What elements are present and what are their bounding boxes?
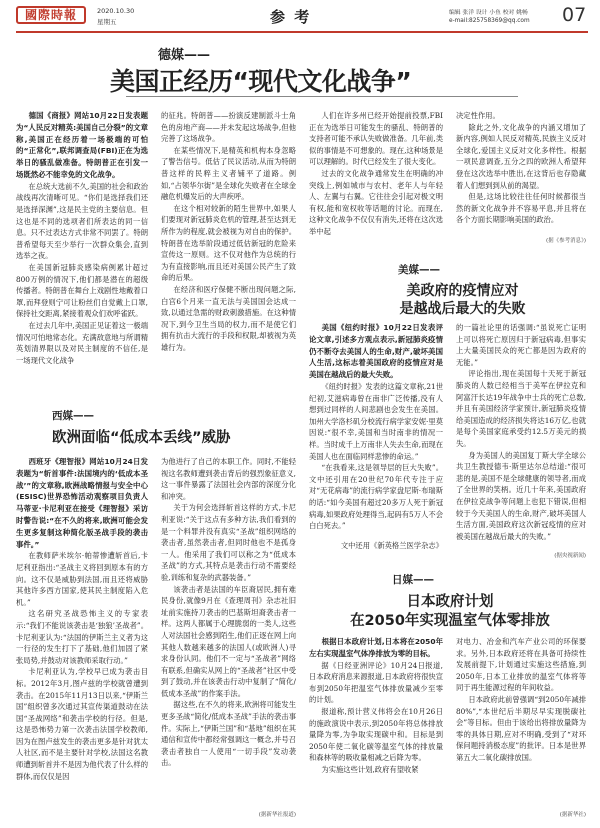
paragraph: 评论指出,现在美国每十天死于新冠肺炎的人数已经相当于美军在伊拉克和阿富汗长达19年战争中士兵的死亡总数,并且有美国经济学家预计,新冠肺炎疫情给美国造成的经济损失将达16万亿,也就是每个美国家庭承受约12.5万美元的损失。 <box>456 369 586 448</box>
paragraph: 在这个相对较新的陌生世界中,如果人们要现对新冠肺炎危机的管理,甚至达到无所作为的程度,就会被视为对自由的保护。特朗普在选举阶段通过低估新冠的危险来宣传这一原则。这不仅对他作为总统的行为有直接影响,而且还对美国公民产生了致命的后果。 <box>161 203 296 283</box>
article4-kicker: 日媒—— <box>392 574 434 586</box>
paragraph: “在我看来,这是领导层的巨大失败”。文中还引用在20世纪70年代专注于应对“无花病毒”的流行病学家盘尼斯·布瑞斯的话:“如今美国有超过20多万人死于新冠病毒,如果政府处理得当,起码有5万人不会白白死去。” <box>309 463 443 531</box>
paragraph: 的一篇社论里的话强调:“虽说死亡证明上可以将死亡原因归于新冠病毒,但事实上大量美国民众的死亡都是因为政府的无能。” <box>456 323 586 367</box>
issue-date: 2020.10.30 <box>97 7 135 15</box>
article2-column-1 <box>16 456 148 820</box>
article4-lead: 根据日本政府计划,日本将在2050年左右实现温室气体净排放为零的目标。 <box>309 637 443 658</box>
paragraph: 为他进行了自己的本职工作。同时,不能轻视这名教师遭到袭击背后的强烈象征意义,这一事件暴露了法国社会内部的深度分化和冲突。 <box>161 457 296 501</box>
article1-source: (据《参考消息》) <box>545 238 586 244</box>
paragraph: 日本政府此前曾强调“到2050年减排80%”,“本世纪后半期尽早实现脱碳社会”等目标。但由于该给出将排放量降为零的具体日期,应对不明确,受到了“对环保问题持消极态度”的批评。日本是世界第五大二氧化碳排放国。 <box>456 694 586 762</box>
article4-column-1 <box>309 636 443 820</box>
newspaper-logo: 國際時報 <box>16 6 86 24</box>
article1-lead: 德国《商报》网站10月22日发表题为“人民反对精英:美国自己分裂”的文章称,美国正在经历着一场极端的可怕的“正常化”,联邦调查局(FBI)正在为选举日的骚乱做准备。特朗普正在引发一场既然必不能幸免的文化战争。 <box>16 111 148 179</box>
paragraph: 身为美国人的美国复丁斯大学全球公共卫生教授德韦·斯里达尔总结道:“很可悲的是,美国不是全球健康的领导者,而成了全世界的笑柄。近几十年来,美国政府在伊拉克战争等问题上也犯下错误,但相较于今天美国人的生命,财产,破坏美国人生活方面,美国政府这次新冠疫情的应对被美国在越战后最大的失败。” <box>456 450 586 541</box>
paragraph: 但是,这场比较往往任何时候都很当然的新文化战争并不容易平息,并且将在各个方面长期影响美国的政治。 <box>456 192 586 225</box>
article2-lead: 西班牙《理智报》网站10月24日发表题为“斩首事件:法国境内的‘低成本圣战’”的文章称,欧洲战略情报与安全中心(ESISC)世界恐怖活动观察项目负责人马蒂亚·卡尼利亚在接受《理智报》采访时警告说:“在不久的将来,欧洲可能会发生更多复制这种简化版圣战手段的袭击事件。” <box>16 457 148 549</box>
article3-byline: 文中还用《新英格兰医学杂志》 <box>340 541 443 550</box>
article1-column-1 <box>16 110 148 400</box>
paragraph: 对电力、冶金和汽车产业公司的环保要求。另外,日本政府还将在具备可持续性发展前提下,计划通过实施这些措施,到2050年,日本工业排放的温室气体将等同于再生能源过程的年间收益。 <box>456 637 586 693</box>
article3-headline-line1: 美政府的疫情应对 <box>406 283 519 299</box>
article4-column-2 <box>456 636 586 808</box>
article3-lead: 美国《纽约时报》10月22日发表评论文章,引述多方观点表示,新冠肺炎疫情仍不断夺去美国人的生命,财产,破坏美国人生活,这标志着美国政府的疫情应对是美国在越战后的最大失败。 <box>309 323 443 380</box>
header-rule <box>16 31 588 33</box>
paragraph: 在美国新冠肺炎感染病例累计超过800万例的情况下,他们都是潜在的超级传播者。特朗普在舞台上戏剧性地戴着口罩,而拜登则宁可让粉丝们自觉戴上口罩,保持社交距离,紧接着观众们欢呼雀跃。 <box>16 262 148 319</box>
article1-column-4 <box>456 110 586 250</box>
article2-kicker: 西媒—— <box>52 410 94 422</box>
article3-headline-line2: 是越战后最大的失败 <box>399 301 526 317</box>
paragraph: 据这些,在不久的将来,欧洲将可能发生更多圣战“简化/低成本圣战”手法的袭击事件。实际上,“伊斯兰国”和“基地”组织在其通信和宣传中都经常强调这一概念,并号召袭击者独自一人使用“一切手段”发动袭击。 <box>161 700 296 768</box>
paragraph: 在过去几年中,美国正见证着这一极端情况可怕地常态化。充满敌意地与所谓精英划清界限以及对民主制度的不信任,是一场现代文化战争 <box>16 320 148 365</box>
article3-source: (据央视新闻) <box>554 553 586 559</box>
paragraph: 决定性作用。 <box>456 111 500 120</box>
paragraph: 这名研究圣战恐怖主义的专家表示:“我们不能说该袭击是‘独狼’圣战者”。卡尼利亚认为:“法国的伊斯兰主义者为这一行径的发生打下了基础,他们加固了紧张局势,并鼓动对该教师采取行动。” <box>16 609 148 665</box>
article2-headline: 欧洲面临“低成本丢线”威胁 <box>52 430 231 446</box>
masthead <box>0 0 600 38</box>
issue-weekday: 星期五 <box>97 18 117 26</box>
article4-source: (据新华社) <box>559 812 586 818</box>
paragraph: 报道称,预计营义伟将会在10月26日的施政演说中表示,到2050年将总体排放量降为零,为争取实现碳中和。目标是到2050年使二氧化碳等温室气体的排放量和森林等的吸收量相减之后降为零。 <box>309 706 443 763</box>
paragraph: 过去的文化战争通常发生在明确的冲突线上,例如城市与农村、老年人与年轻人、左翼与右翼。它往往会引起对极文明有权,能和宽权收等话题的讨论。而现在,这种文化战争不仅仅有消失,还将在这次选举中起 <box>309 168 443 236</box>
paragraph: 《纽约时报》发表的这篇文章称,21世纪初,艾滋病毒曾在南非广泛传播,没有人想到过同样的人间悲剧也会发生在美国。加州大学洛杉矶分校流行病学家安妮·里莫因说:“很不幸,美国和当时南非的情况一样。当时成千上万南非人失去生命,而现在美国人也在面临同样悲惨的命运。” <box>309 381 443 461</box>
article1-kicker: 德媒—— <box>158 48 211 63</box>
contact-email: e-mail:825758369@qq.com <box>449 18 530 24</box>
page-number: 07 <box>562 4 587 26</box>
article2-source: (据新华社报道) <box>258 812 296 818</box>
paragraph: 人们在许多州已经开始提前投票,FBI正在为选举日可能发生的骚乱、特朗普的支持者可能不承认失败做准备。几年前,类似的事情是不可想象的。现在,这种场景是可以理解的。时代已经发生了很大变化。 <box>309 111 443 167</box>
paragraph: 该袭击者是法国的车臣裔居民,拥有难民身份,就像9月在《查理周刊》杂志社旧址前实施持刀袭击的巴基斯坦裔袭击者一样。这两人都属于心理脆弱的一类人,这些人对法国社会感到陌生,他们正逐在网上向其他人数越来越多的法国人(或欧洲人)寻求身份认同。他们不一定与“圣战者”网络有联系,但确实从网上的“圣战者”社区中受到了鼓动,并在该袭击行动中复制了“简化/低成本圣战”的作案手法。 <box>161 584 296 698</box>
article1-headline: 美国正经历“现代文化战争” <box>110 67 412 96</box>
paragraph: 在某些情况下,是精英和机构本身忽略了警告信号。低估了民议活动,从而为特朗普这样的民粹主义者铺平了道路。例如,“占领华尔街”是全球化失败者在全球金融危机爆发后的大声疾呼。 <box>161 145 296 202</box>
article2-column-2 <box>161 456 296 808</box>
paragraph: 在教师萨米埃尔·帕蒂惨遭斩首后,卡尼利亚指出:“圣战主义将回到原本有的方向。这不仅是威胁到法国,而且还将威胁其他许多西方国家,使其民主制度陷入危机。” <box>16 551 148 607</box>
paragraph: 在经济和医疗保健不断出现问题之际,白宫6个月来一直无法与美国国会达成一致,以通过急需的财政刺激措施。在这种情况下,到今卫生当局的权力,而不是使它们拥有抗击大流行的手段和权限,却被视为英雄行为。 <box>161 284 296 352</box>
paragraph: 的征兆。特朗普——扮演反建制派斗士角色的房地产商——并未发起这场战争,但他完善了这场战争。 <box>161 111 296 144</box>
paragraph: 据《日经亚洲评论》10月24日报道,日本政府消息来源报道,日本政府将很快宣布到2050年把温室气体排放量减少至零的计划。 <box>309 660 443 705</box>
article1-column-2 <box>161 110 296 400</box>
article3-kicker: 美媒—— <box>398 264 440 276</box>
article3-column-2 <box>456 322 586 550</box>
article4-headline-line2: 在2050年实现温室气体零排放 <box>350 613 550 629</box>
paragraph: 除此之外,文化战争的内涵又增加了新内容,例如人民反对精英,民族主义反对全球化,爱国主义反对文化多样性。根据一项民意调查,五分之四的欧洲人希望拜登在这次选举中胜出,在这背后也存隐藏着人们想到到从前的渴望。 <box>456 122 586 190</box>
editor-credits: 编辑 张洋 设计 小鱼 校对 姚畅 <box>449 10 528 16</box>
article3-column-1 <box>309 322 443 540</box>
paragraph: 在总统大选前不久,美国的社会和政治战线再次清晰可见。“你们是选择我们还是选择深渊”,这是民主党的主要信息。但这也是不同的选项者们所表达的同一信息。只不过表达方式非常不同罢了。特朗普希望每天至少举行一次群众集会,直到选举之夜。 <box>16 181 148 261</box>
section-title: 参 考 <box>270 8 312 26</box>
paragraph: 为实施这些计划,政府有望收紧 <box>321 764 419 774</box>
article1-underline <box>126 96 518 97</box>
paragraph: 卡尼利亚认为,学校早已成为袭击目标。2012年3月,图卢兹的学校就曾遭到袭击。在2015年11月13日以来,“伊斯兰国”组织曾多次通过其宣传渠道鼓动在法国“圣战网络”和袭击学校的行径。但是,这是恐怖势力第一次袭击法国学校教师,因为在图卢兹发生的袭击更多是针对犹太人社区,而不是主要针对学校,法国这名教师遭到斩首并不是因为他代表了什么样的群体,而仅仅是因 <box>16 667 148 781</box>
paragraph: 关于为何会选择斩首这样的方式,卡尼利亚说:“关于这点有多种方法,我们看到的是一个料罪并没有真实“圣战”组织网络的袭击者,虽然袭击者,但同时他也不是孤身一人。他采用了我们可以称之为“低成本圣战”的方式,其特点是袭击行动不需要经验,训练和复杂的武器装备。” <box>161 503 296 582</box>
article4-headline-line1: 日本政府计划 <box>406 594 494 610</box>
article1-column-3 <box>309 110 443 250</box>
